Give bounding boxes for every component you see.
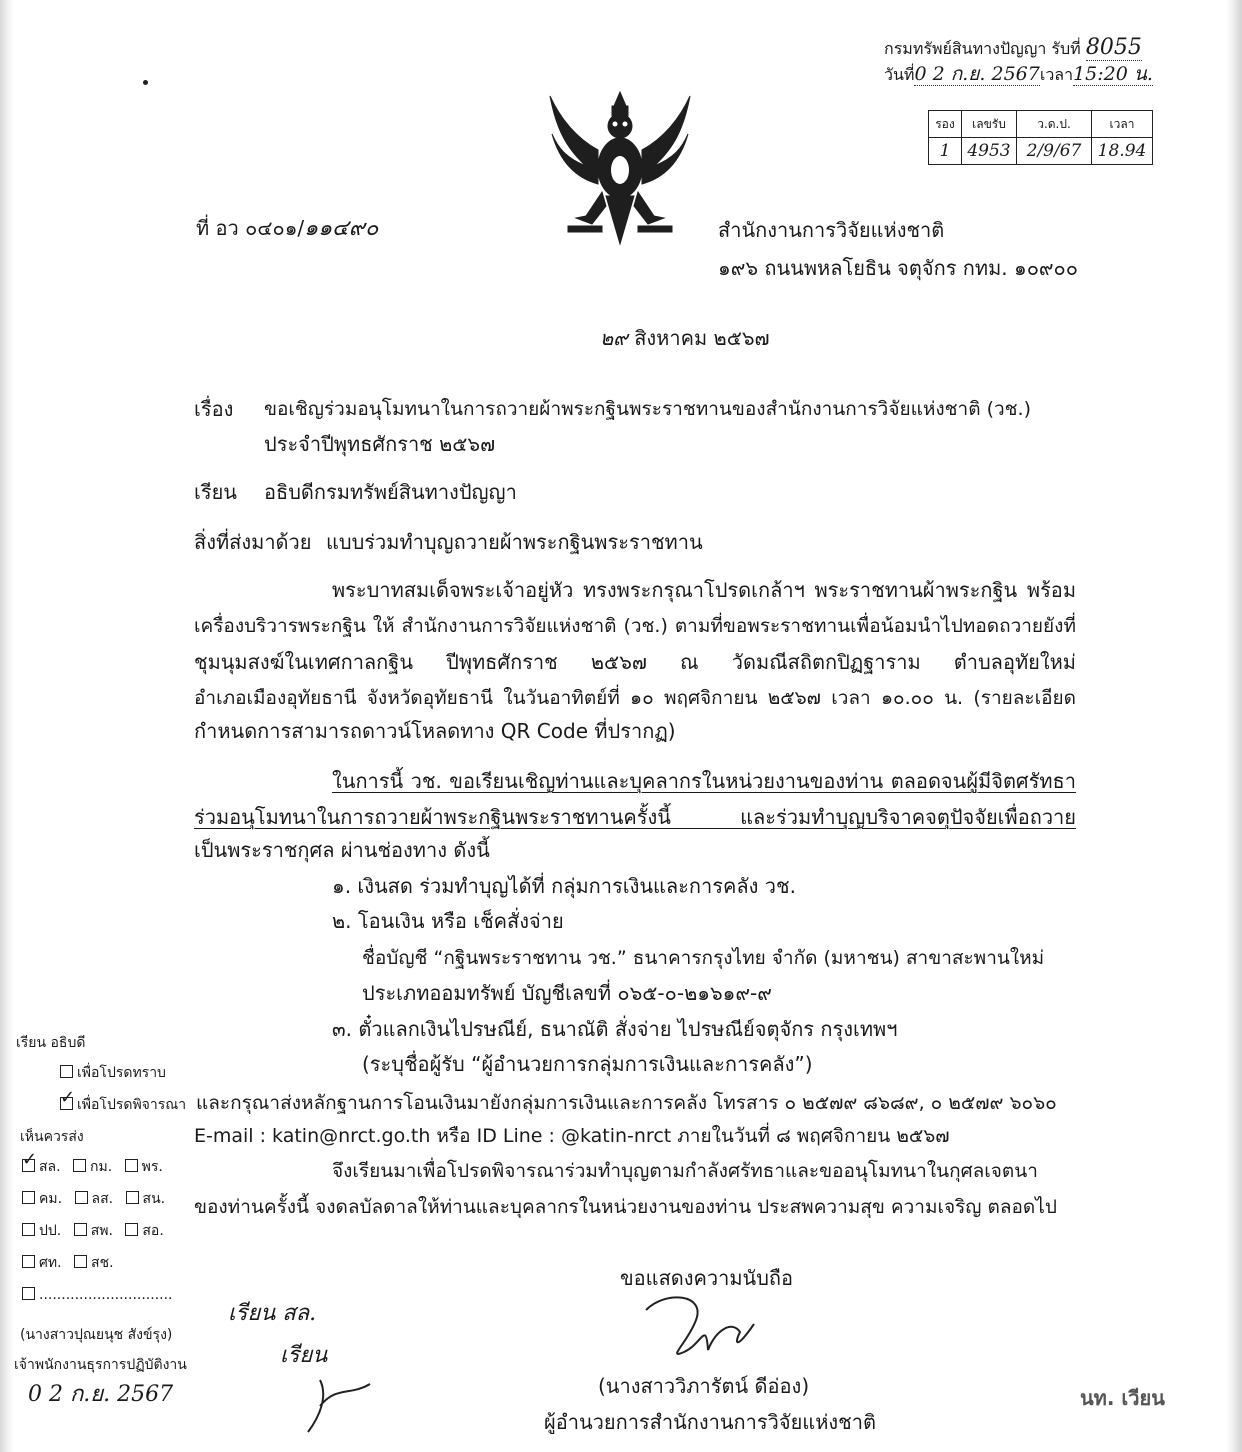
item-payee: (ระบุชื่อผู้รับ “ผู้อำนวยการกลุ่มการเงินและการคลัง”) (362, 1052, 813, 1076)
routing-cell: 4953 (962, 138, 1017, 165)
memo-option-consider: ✓เพื่อโปรดพิจารณา (60, 1096, 186, 1114)
receipt-dept: กรมทรัพย์สินทางปัญญา รับที่ 8055 (884, 35, 1142, 60)
routing-cell: 2/9/67 (1017, 138, 1092, 165)
enclosure-label: สิ่งที่ส่งมาด้วย (194, 530, 312, 554)
item-transfer: ๒. โอนเงิน หรือ เช็คสั่งจ่าย (332, 909, 564, 933)
item-postal: ๓. ตั๋วแลกเงินไปรษณีย์, ธนาณัติ สั่งจ่าย ไปรษณีย์จตุจักร กรุงเทพฯ (332, 1017, 898, 1041)
memo-heading: เรียน อธิบดี (16, 1035, 86, 1051)
routing-header: ว.ด.ป. (1017, 111, 1092, 138)
checkbox-icon (22, 1255, 35, 1268)
hand-note-2: เรียน (280, 1343, 328, 1368)
memo-position: เจ้าพนักงานธุรการปฏิบัติงาน (14, 1357, 187, 1373)
memo-name: (นางสาวปุณยนุช สังข์รุง) (20, 1327, 173, 1343)
checkbox-icon (73, 1159, 86, 1172)
para2-line: ร่วมอนุโมทนาในการถวายผ้าพระกฐินพระราชทานครั้งนี้ และร่วมทำบุญบริจาคจตุปัจจัยเพื่อถวาย (194, 805, 1076, 829)
checkbox-icon (74, 1223, 87, 1236)
routing-header: เลขรับ (962, 111, 1017, 138)
para1-line: ชุมนุมสงฆ์ในเทศกาลกฐิน ปีพุทธศักราช ๒๕๖๗ ณ วัดมณีสถิตกปิฏฐาราม ตำบลอุทัยใหม่ (194, 650, 1076, 674)
subject-label: เรื่อง (194, 397, 234, 421)
signer-title: ผู้อำนวยการสำนักงานการวิจัยแห่งชาติ (544, 1410, 876, 1434)
checkbox-checked-icon (22, 1159, 35, 1172)
item-account-name: ชื่อบัญชี “กฐินพระราชทาน วช.” ธนาคารกรุงไทย จำกัด (มหาชน) สาขาสะพานใหม่ (362, 947, 1045, 969)
reference-number: ที่ อว ๐๔๐๑/๑๑๔๙๐ (196, 216, 379, 241)
routing-header: เวลา (1092, 111, 1153, 138)
letter-date: ๒๙ สิงหาคม ๒๕๖๗ (600, 326, 770, 350)
subject-line-2: ประจำปีพุทธศักราช ๒๕๖๗ (264, 432, 496, 456)
bottom-right-note: นท. เวียน (1080, 1386, 1165, 1410)
checkbox-icon (22, 1191, 35, 1204)
garuda-emblem-icon (546, 88, 694, 248)
addressee-label: เรียน (194, 480, 237, 504)
regards: ขอแสดงความนับถือ (620, 1266, 794, 1290)
routing-header-row (929, 111, 1153, 138)
receipt-number: 8055 (1085, 35, 1142, 60)
checkbox-icon (75, 1191, 88, 1204)
routing-header: รอง (929, 111, 962, 138)
closing-line-1: จึงเรียนมาเพื่อโปรดพิจารณาร่วมทำบุญตามกำลังศรัทธาและขออนุโมทนาในกุศลเจตนา (332, 1160, 1038, 1182)
routing-table (928, 110, 1153, 165)
para1-line: อำเภอเมืองอุทัยธานี จังหวัดอุทัยธานี ในวันอาทิตย์ที่ ๑๐ พฤศจิกายน ๒๕๖๗ เวลา ๑๐.๐๐ น. (รายละเอียด (194, 687, 1076, 709)
page-edge-left (0, 0, 14, 1452)
memo-date-stamp: 0 2 ก.ย. 2567 (28, 1382, 174, 1407)
para1-line: กำหนดการสามารถดาวน์โหลดทาง QR Code ที่ปรากฏ) (194, 719, 676, 743)
memo-option-acknowledge: เพื่อโปรดทราบ (60, 1064, 166, 1082)
para2-line: เป็นพระราชกุศล ผ่านช่องทาง ดังนี้ (194, 838, 490, 862)
memo-units-row: คม. ลส. สน. (22, 1190, 165, 1208)
signature-mark (636, 1290, 776, 1370)
memo-units-row: ศท. สช. (22, 1254, 114, 1272)
sender-org-name: สำนักงานการวิจัยแห่งชาติ (718, 218, 945, 242)
receipt-date-line: วันที่0 2 ก.ย. 2567เวลา15:20 น. (884, 63, 1153, 85)
proof-line-1: และกรุณาส่งหลักฐานการโอนเงินมายังกลุ่มการเงินและการคลัง โทรสาร ๐ ๒๕๗๙ ๘๖๘๙, ๐ ๒๕๗๙ ๖๐๖๐ (196, 1092, 1057, 1114)
page-edge-right (1226, 0, 1242, 1452)
page-dot (143, 80, 148, 85)
subject-line-1: ขอเชิญร่วมอนุโมทนาในการถวายผ้าพระกฐินพระราชทานของสำนักงานการวิจัยแห่งชาติ (วช.) (264, 398, 1032, 420)
memo-units-row: ปป. สพ. สอ. (22, 1222, 164, 1240)
item-account-number: ประเภทออมทรัพย์ บัญชีเลขที่ ๐๖๕-๐-๒๑๖๑๙-๙ (362, 981, 772, 1005)
receipt-date: 0 2 ก.ย. 2567 (914, 63, 1040, 85)
signer-name: (นางสาววิภารัตน์ ดีอ่อง) (598, 1374, 810, 1398)
sender-address: ๑๙๖ ถนนพหลโยธิน จตุจักร กทม. ๑๐๙๐๐ (718, 256, 1078, 280)
memo-blank-line: .............................. (22, 1286, 173, 1304)
item-cash: ๑. เงินสด ร่วมทำบุญได้ที่ กลุ่มการเงินและการคลัง วช. (332, 874, 796, 898)
para1-line: เครื่องบริวารพระกฐิน ให้ สำนักงานการวิจัยแห่งชาติ (วช.) ตามที่ขอพระราชทานเพื่อน้อมนำไปทอดถวายยังที่ (194, 615, 1076, 637)
para2-line: ในการนี้ วช. ขอเรียนเชิญท่านและบุคลากรในหน่วยงานของท่าน ตลอดจนผู้มีจิตศรัทธา (332, 769, 1076, 793)
para1-line: พระบาทสมเด็จพระเจ้าอยู่หัว ทรงพระกรุณาโปรดเกล้าฯ พระราชทานผ้าพระกฐิน พร้อม (332, 578, 1076, 602)
routing-cell: 18.94 (1092, 138, 1153, 165)
enclosure: แบบร่วมทำบุญถวายผ้าพระกฐินพระราชทาน (326, 530, 703, 554)
checkbox-icon (60, 1065, 73, 1078)
memo-send-label: เห็นควรส่ง (20, 1129, 84, 1145)
proof-line-2: E-mail : katin@nrct.go.th หรือ ID Line : @katin-nrct ภายในวันที่ ๘ พฤศจิกายน ๒๕๖๗ (194, 1125, 950, 1147)
checkbox-icon (125, 1159, 138, 1172)
checkbox-icon (74, 1255, 87, 1268)
checkbox-icon (22, 1287, 35, 1300)
checkbox-icon (126, 1191, 139, 1204)
closing-line-2: ของท่านครั้งนี้ จงดลบัลดาลให้ท่านและบุคลากรในหน่วยงานของท่าน ประสพความสุข ความเจริญ ตลอดไป (194, 1196, 1057, 1218)
checkbox-checked-icon (60, 1097, 73, 1110)
hand-scribble (300, 1376, 380, 1436)
hand-note-1: เรียน สล. (228, 1301, 317, 1326)
routing-cell: 1 (929, 138, 962, 165)
checkbox-icon (22, 1223, 35, 1236)
routing-value-row (929, 138, 1153, 165)
addressee: อธิบดีกรมทรัพย์สินทางปัญญา (264, 480, 517, 504)
receipt-time: 15:20 น. (1073, 63, 1153, 85)
checkbox-icon (125, 1223, 138, 1236)
memo-units-row: ✓สล. กม. พร. (22, 1158, 163, 1176)
